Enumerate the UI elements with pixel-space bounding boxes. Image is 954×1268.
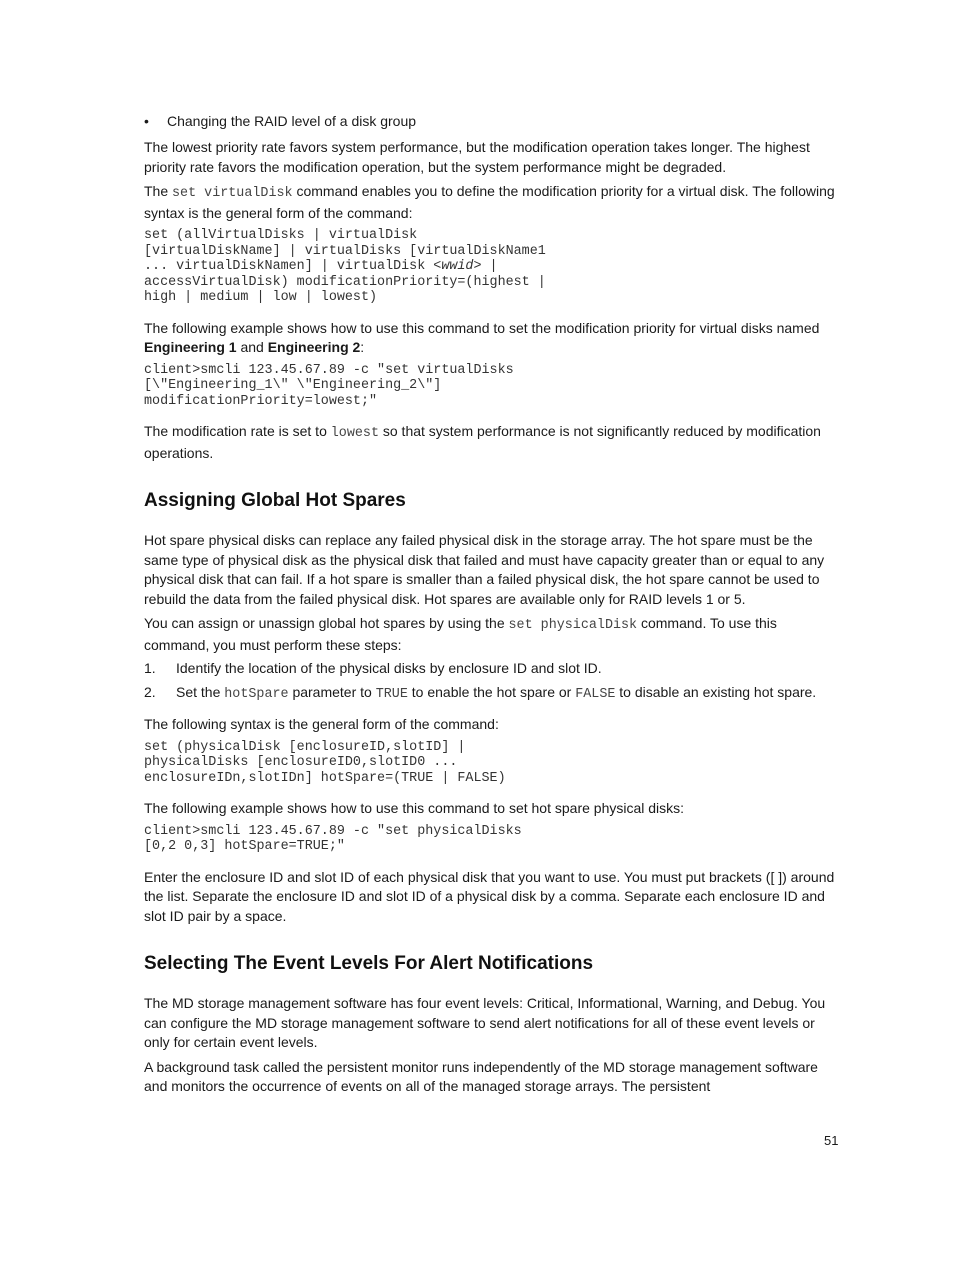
text: The following example shows how to use this command to set the modification priority for virtual disks named	[144, 319, 820, 336]
inline-code: lowest	[330, 426, 379, 441]
inline-code: TRUE	[375, 686, 408, 702]
paragraph-assign-hot-spares	[144, 614, 839, 655]
step-text: Set the	[176, 683, 225, 700]
paragraph-hot-spare-description: Hot spare physical disks can replace any failed physical disk in the storage array. The hot spare must be the same type of physical disk as the physical disk that failed and must have capacity greater than or equal to any physical disk that can fail. If a hot spare is smaller than a failed physical disk, the hot spare cannot be used to rebuild the data from the failed physical disk. Hot spares are available only for RAID levels 1 or 5.	[144, 532, 825, 607]
step-number: 1.	[144, 660, 156, 676]
code-text: set (allVirtualDisks | virtualDisk [virtualDiskName] | virtualDisks [virtualDiskName1 ... virtualDiskNamen] | virtualDisk <	[144, 228, 546, 274]
code-block-syntax-virtualdisk	[144, 228, 839, 306]
bold-text: Engineering 2	[267, 339, 361, 355]
step-item	[144, 684, 839, 704]
bullet-text: Changing the RAID level of a disk group	[167, 113, 417, 129]
inline-code: set virtualDisk	[172, 186, 293, 201]
page-number: 51	[824, 1133, 839, 1148]
code-text: > | accessVirtualDisk) modificationPriority=(highest | high | medium | low | lowest)	[144, 259, 546, 305]
code-block-example-physicaldisks: client>smcli 123.45.67.89 -c "set physicalDisks [0,2 0,3] hotSpare=TRUE;"	[144, 823, 522, 854]
inline-code: FALSE	[575, 686, 616, 702]
paragraph-enclosure-id: Enter the enclosure ID and slot ID of each physical disk that you want to use. You must put brackets ([ ]) around the list. Separate the enclosure ID and slot ID of a physical disk by a comma. Separate each enclosure ID and slot ID pair by a space.	[144, 868, 835, 924]
text: and	[236, 339, 268, 355]
step-text: to enable the hot spare or	[407, 683, 576, 700]
paragraph-persistent-monitor: A background task called the persistent monitor runs independently of the MD storage management software and monitors the occurrence of events on all of the managed storage arrays. The persistent	[144, 1058, 818, 1094]
code-block-example-virtualdisks: client>smcli 123.45.67.89 -c "set virtualDisks [\"Engineering_1\" \"Engineering_2\"] modificationPriority=lowest;"	[144, 362, 514, 409]
code-block-syntax-physicaldisk: set (physicalDisk [enclosureID,slotID] | physicalDisks [enclosureID0,slotID0 ... enclosureIDn,slotIDn] hotSpare=(TRUE | FALSE)	[144, 739, 506, 786]
paragraph-priority-rate: The lowest priority rate favors system performance, but the modification operation takes longer. The highest priority rate favors the modification operation, but the system performance might be degraded.	[144, 139, 810, 175]
text: The	[144, 183, 173, 199]
paragraph-example-intro: The following example shows how to use this command to set hot spare physical disks:	[144, 800, 685, 816]
step-item	[144, 660, 839, 677]
code-italic-placeholder: wwid	[441, 259, 474, 274]
paragraph-event-levels: The MD storage management software has four event levels: Critical, Informational, Warning, and Debug. You can configure the MD storage management software to send alert notifications for all of these event levels or only for certain event levels.	[144, 995, 826, 1050]
section-heading-event-levels: Selecting The Event Levels For Alert Notifications	[144, 953, 594, 974]
text: command enables you to define the modification priority for a virtual disk. The following syntax is the general form of the command:	[144, 183, 835, 221]
step-number: 2.	[144, 683, 156, 700]
text: so that system performance is not significantly reduced by modification operations.	[144, 423, 821, 461]
text: The modification rate is set to	[144, 423, 331, 439]
inline-code: hotSpare	[224, 686, 289, 702]
inline-code: set physicalDisk	[508, 618, 638, 633]
paragraph-modification-rate	[144, 422, 839, 463]
text: :	[360, 339, 365, 355]
step-text: to disable an existing hot spare.	[615, 683, 817, 700]
text: You can assign or unassign global hot spares by using the	[144, 615, 509, 631]
text: command. To use this command, you must perform these steps:	[144, 615, 777, 653]
step-text: parameter to	[288, 683, 376, 700]
bullet-dot: •	[144, 113, 149, 129]
paragraph-set-virtualdisk	[144, 182, 839, 223]
section-heading-hot-spares: Assigning Global Hot Spares	[144, 490, 406, 511]
paragraph-example-virtualdisks	[144, 319, 839, 358]
steps-list	[144, 660, 839, 703]
bullet-item	[144, 112, 839, 131]
page-content	[144, 112, 839, 1102]
bold-text: Engineering 1	[144, 339, 237, 355]
paragraph-syntax-intro: The following syntax is the general form of the command:	[144, 716, 499, 732]
step-text: Identify the location of the physical disks by enclosure ID and slot ID.	[176, 660, 602, 676]
